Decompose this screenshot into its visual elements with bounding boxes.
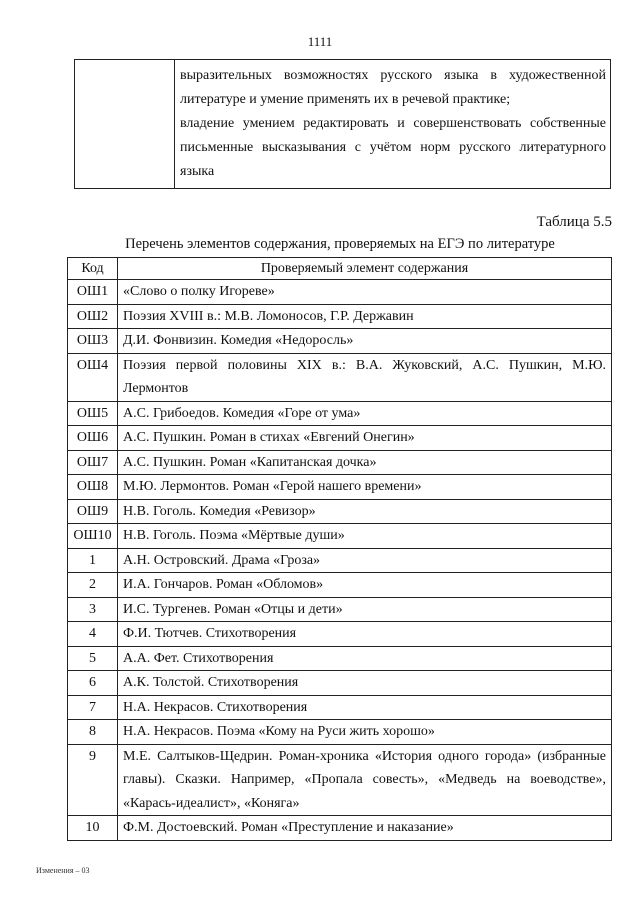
continuation-table: [74, 59, 611, 189]
row-element: А.С. Пушкин. Роман в стихах «Евгений Онегин»: [118, 426, 612, 451]
row-element: И.С. Тургенев. Роман «Отцы и дети»: [118, 597, 612, 622]
table-row: [68, 597, 612, 622]
table-row: [68, 304, 612, 329]
row-code: ОШ1: [68, 280, 118, 305]
header-element: Проверяемый элемент содержания: [118, 258, 612, 280]
row-code: 4: [68, 622, 118, 647]
content-elements-table: [67, 257, 612, 841]
row-element: А.К. Толстой. Стихотворения: [118, 671, 612, 696]
continuation-text-cell: [175, 60, 611, 189]
row-element: Н.В. Гоголь. Комедия «Ревизор»: [118, 499, 612, 524]
row-code: 2: [68, 573, 118, 598]
table-row: [68, 426, 612, 451]
table-header-row: [68, 258, 612, 280]
table-row: [68, 280, 612, 305]
table-row: [68, 816, 612, 841]
table-label: Таблица 5.5: [536, 214, 612, 230]
continuation-paragraph: владение умением редактировать и совершенствовать собственные письменные высказывания с учётом норм русского литературного языка: [180, 116, 606, 179]
table-row: [68, 524, 612, 549]
continuation-empty-cell: [75, 60, 175, 189]
row-code: ОШ10: [68, 524, 118, 549]
table-caption: Перечень элементов содержания, проверяемых на ЕГЭ по литературе: [125, 236, 555, 252]
table-row: [68, 622, 612, 647]
row-element: А.Н. Островский. Драма «Гроза»: [118, 548, 612, 573]
row-element: Ф.И. Тютчев. Стихотворения: [118, 622, 612, 647]
row-code: ОШ9: [68, 499, 118, 524]
continuation-row: [75, 60, 611, 189]
continuation-paragraph: выразительных возможностях русского языка в художественной литературе и умение применять их в речевой практике;: [180, 68, 606, 107]
row-element: И.А. Гончаров. Роман «Обломов»: [118, 573, 612, 598]
header-code: Код: [68, 258, 118, 280]
table-row: [68, 475, 612, 500]
row-code: ОШ7: [68, 450, 118, 475]
table-row: [68, 499, 612, 524]
footer-revision: Изменения – 03: [36, 866, 90, 875]
row-code: 5: [68, 646, 118, 671]
row-code: ОШ3: [68, 329, 118, 354]
table-row: [68, 671, 612, 696]
row-element: Д.И. Фонвизин. Комедия «Недоросль»: [118, 329, 612, 354]
table-row: [68, 646, 612, 671]
table-row: [68, 353, 612, 401]
table-row: [68, 695, 612, 720]
row-code: 3: [68, 597, 118, 622]
row-element: Поэзия первой половины XIX в.: В.А. Жуковский, А.С. Пушкин, М.Ю. Лермонтов: [118, 353, 612, 401]
row-code: ОШ8: [68, 475, 118, 500]
row-element: Поэзия XVIII в.: М.В. Ломоносов, Г.Р. Державин: [118, 304, 612, 329]
page-number: 1111: [307, 34, 333, 49]
table-row: [68, 401, 612, 426]
row-element: Н.В. Гоголь. Поэма «Мёртвые души»: [118, 524, 612, 549]
row-element: А.С. Грибоедов. Комедия «Горе от ума»: [118, 401, 612, 426]
row-code: 8: [68, 720, 118, 745]
table-row: [68, 744, 612, 816]
row-element: М.Ю. Лермонтов. Роман «Герой нашего времени»: [118, 475, 612, 500]
row-code: ОШ2: [68, 304, 118, 329]
row-element: А.А. Фет. Стихотворения: [118, 646, 612, 671]
row-element: М.Е. Салтыков-Щедрин. Роман-хроника «История одного города» (избранные главы). Сказки. Например, «Пропала совесть», «Медведь на воеводстве», «Карась-идеалист», «Коняга»: [118, 744, 612, 816]
table-row: [68, 548, 612, 573]
row-code: 9: [68, 744, 118, 816]
row-code: ОШ4: [68, 353, 118, 401]
row-code: 1: [68, 548, 118, 573]
row-element: «Слово о полку Игореве»: [118, 280, 612, 305]
table-row: [68, 450, 612, 475]
row-element: А.С. Пушкин. Роман «Капитанская дочка»: [118, 450, 612, 475]
row-element: Ф.М. Достоевский. Роман «Преступление и наказание»: [118, 816, 612, 841]
table-row: [68, 329, 612, 354]
row-code: 6: [68, 671, 118, 696]
row-code: 7: [68, 695, 118, 720]
row-code: ОШ5: [68, 401, 118, 426]
row-element: Н.А. Некрасов. Стихотворения: [118, 695, 612, 720]
row-code: ОШ6: [68, 426, 118, 451]
row-element: Н.А. Некрасов. Поэма «Кому на Руси жить хорошо»: [118, 720, 612, 745]
table-row: [68, 573, 612, 598]
row-code: 10: [68, 816, 118, 841]
table-row: [68, 720, 612, 745]
